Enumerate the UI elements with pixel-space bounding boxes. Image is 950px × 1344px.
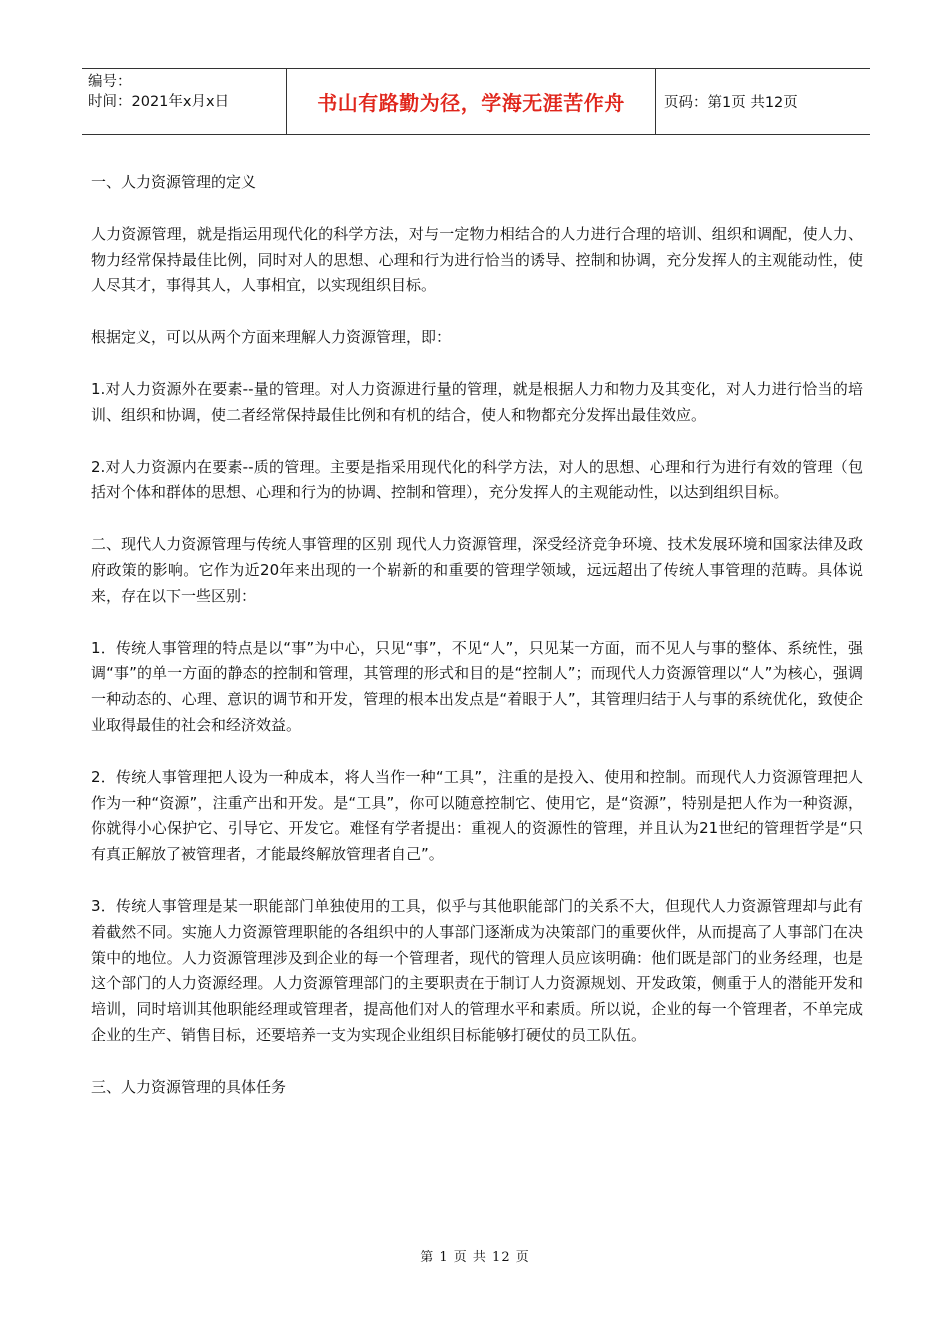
page-info: 页码：第1页 共12页 (664, 95, 798, 111)
header-left-cell (82, 69, 286, 134)
paragraph-quantity-management: 1.对人力资源外在要素--量的管理。对人力资源进行量的管理，就是根据人力和物力及其变化，对人力进行恰当的培训、组织和协调，使二者经常保持最佳比例和有机的结合，使人和物都充分发挥出最佳效应。 (91, 379, 863, 424)
paragraph-two-aspects: 根据定义，可以从两个方面来理解人力资源管理，即： (91, 328, 452, 347)
section-heading-differences: 二、现代人力资源管理与传统人事管理的区别 现代人力资源管理，深受经济竞争环境、技术发展环境和国家法律及政府政策的影响。它作为近20年来出现的一个崭新的和重要的管理学领域，远远超出了传统人事管理的范畴。具体说来，存在以下一些区别： (91, 535, 863, 605)
paragraph-definition: 人力资源管理，就是指运用现代化的科学方法，对与一定物力相结合的人力进行合理的培训、组织和调配，使人力、物力经常保持最佳比例，同时对人的思想、心理和行为进行恰当的诱导、控制和协调，充分发挥人的主观能动性，使人尽其才，事得其人，人事相宜，以实现组织目标。 (91, 224, 863, 295)
document-body (91, 170, 863, 1127)
document-date-label: 时间：2021年x月x日 (88, 94, 230, 110)
section-heading-definition: 一、人力资源管理的定义 (91, 173, 257, 191)
paragraph-difference-2: 2．传统人事管理把人设为一种成本，将人当作一种“工具”，注重的是投入、使用和控制。而现代人力资源管理把人作为一种“资源”，注重产出和开发。是“工具”，你可以随意控制它、使用它，是“资源”，特别是把人作为一种资源，你就得小心保护它、引导它、开发它。难怪有学者提出：重视人的资源性的管理，并且认为21世纪的管理哲学是“只有真正解放了被管理者，才能最终解放管理者自己”。 (91, 767, 863, 864)
paragraph-difference-1: 1．传统人事管理的特点是以“事”为中心，只见“事”，不见“人”，只见某一方面，而不见人与事的整体、系统性，强调“事”的单一方面的静态的控制和管理，其管理的形式和目的是“控制人”；而现代人力资源管理以“人”为核心，强调一种动态的、心理、意识的调节和开发，管理的根本出发点是“着眼于人”，其管理归结于人与事的系统优化，致使企业取得最佳的社会和经济效益。 (91, 638, 863, 734)
paragraph-difference-3: 3．传统人事管理是某一职能部门单独使用的工具，似乎与其他职能部门的关系不大，但现代人力资源管理却与此有着截然不同。实施人力资源管理职能的各组织中的人事部门逐渐成为决策部门的重要伙伴，从而提高了人事部门在决策中的地位。人力资源管理涉及到企业的每一个管理者，现代的管理人员应该明确：他们既是部门的业务经理，也是这个部门的人力资源经理。人力资源管理部门的主要职责在于制订人力资源规划、开发政策，侧重于人的潜能开发和培训，同时培训其他职能经理或管理者，提高他们对人的管理水平和素质。所以说，企业的每一个管理者，不单完成企业的生产、销售目标，还要培养一支为实现企业组织目标能够打硬仗的员工队伍。 (91, 896, 863, 1044)
paragraph-quality-management: 2.对人力资源内在要素--质的管理。主要是指采用现代化的科学方法，对人的思想、心理和行为进行有效的管理（包括对个体和群体的思想、心理和行为的协调、控制和管理），充分发挥人的主观能动性，以达到组织目标。 (91, 457, 863, 502)
header-page-info-cell (656, 69, 870, 134)
header-motto-cell (286, 69, 656, 134)
header-table (82, 68, 870, 135)
page-footer: 第 1 页 共 12 页 (420, 1250, 530, 1265)
header-motto: 书山有路勤为径，学海无涯苦作舟 (317, 91, 625, 115)
section-heading-tasks: 三、人力资源管理的具体任务 (91, 1077, 287, 1096)
document-number-label: 编号： (88, 74, 132, 90)
